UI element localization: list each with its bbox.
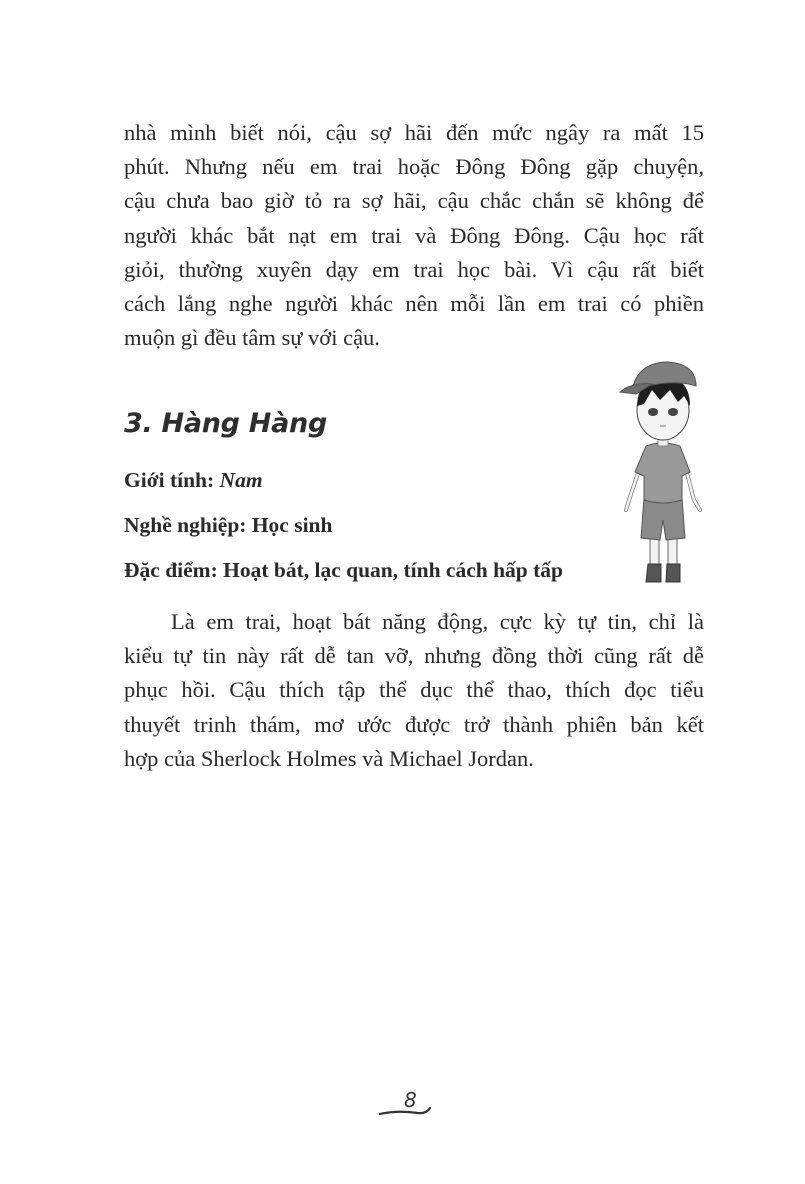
boy-character-icon: [612, 360, 712, 590]
text-line: thuyết trinh thám, mơ ước được trở thành phiên bản kết: [124, 711, 704, 737]
text-line: cậu chưa bao giờ tỏ ra sợ hãi, cậu chắc chắn sẽ không để: [124, 188, 704, 214]
text-line: phục hồi. Cậu thích tập thể dục thể thao, thích đọc tiểu: [124, 677, 704, 703]
page-number: [378, 1088, 438, 1122]
text-line: cách lắng nghe người khác nên mỗi lần em trai có phiền: [124, 291, 704, 317]
occupation-value: Học sinh: [251, 513, 333, 537]
text-line: giỏi, thường xuyên dạy em trai học bài. Vì cậu rất biết: [124, 256, 704, 282]
character-illustration: [612, 360, 712, 590]
gender-label: Giới tính:: [124, 468, 220, 492]
text-line: hợp của Sherlock Holmes và Michael Jordan.: [124, 745, 534, 771]
section-heading: 3. Hàng Hàng: [124, 408, 327, 439]
text-line: kiểu tự tin này rất dễ tan vỡ, nhưng đồng thời cũng rất dễ: [124, 643, 704, 669]
page-number-text: 8: [404, 1088, 417, 1112]
traits-value: Hoạt bát, lạc quan, tính cách hấp tấp: [223, 558, 564, 582]
gender-field: [124, 468, 263, 493]
description-paragraph: [124, 605, 704, 776]
text-line: muộn gì đều tâm sự với cậu.: [124, 325, 380, 351]
continued-paragraph: [124, 116, 704, 355]
occupation-label: Nghề nghiệp:: [124, 513, 252, 537]
text-line: phút. Nhưng nếu em trai hoặc Đông Đông gặp chuyện,: [124, 154, 704, 180]
traits-label: Đặc điểm:: [124, 558, 224, 582]
text-line: người khác bắt nạt em trai và Đông Đông. Cậu học rất: [124, 222, 704, 248]
occupation-field: [124, 513, 332, 538]
text-line: Là em trai, hoạt bát năng động, cực kỳ tự tin, chỉ là: [171, 609, 704, 634]
text-line: nhà mình biết nói, cậu sợ hãi đến mức ngây ra mất 15: [124, 120, 704, 145]
traits-field: [124, 558, 563, 583]
gender-value: Nam: [219, 468, 263, 492]
